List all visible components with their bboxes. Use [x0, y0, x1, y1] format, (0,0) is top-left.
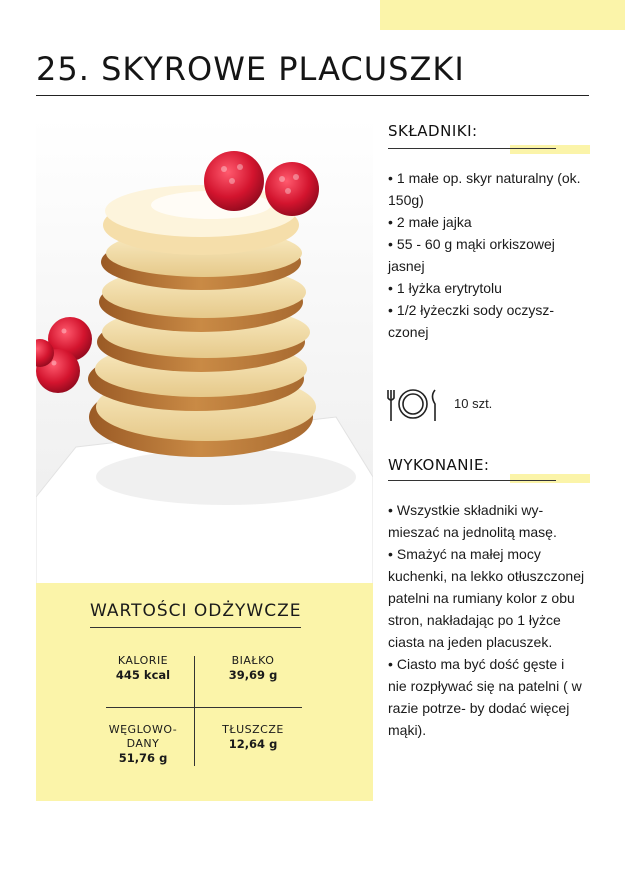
method-step-text: Wszystkie składniki wy- mieszać na jednolitą masę. [388, 502, 557, 540]
plate-cutlery-icon [387, 381, 439, 427]
servings-row [387, 381, 517, 427]
nutrition-heading: WARTOŚCI ODŻYWCZE [90, 601, 302, 621]
protein-label: BIAŁKO [231, 654, 275, 667]
method-step: • Wszystkie składniki wy- mieszać na jednolitą masę. [388, 502, 557, 540]
ingredient-item: • 1/2 łyżeczki sody oczysz- czonej [388, 302, 555, 340]
method-step-text: Smażyć na małej mocy kuchenki, na lekko otłuszczonej patelni na rumiany kolor z obu stron, nakładając po 1 łyżce ciasta na jeden placuszek. [388, 546, 585, 650]
carbs-label-line1: WĘGLOWO- [108, 723, 178, 736]
nutrition-carbs [88, 723, 198, 765]
pancakes-photo [36, 117, 373, 585]
title-divider [36, 95, 589, 96]
carbs-label-line2: DANY [126, 737, 160, 750]
nutrition-fat [198, 723, 308, 751]
corner-accent-band [380, 0, 625, 30]
recipe-title: 25. SKYROWE PLACUSZKI [36, 50, 465, 88]
nutrition-panel [36, 583, 373, 801]
servings-count: 10 szt. [454, 396, 493, 411]
ingredient-text: 2 małe jajka [396, 214, 472, 230]
method-accent-bar [510, 474, 590, 483]
nutrition-grid-horizontal-line [106, 707, 302, 708]
ingredient-text: 1/2 łyżeczki sody oczysz- czonej [388, 302, 555, 340]
nutrition-calories [88, 654, 198, 682]
fat-value: 12,64 g [228, 737, 278, 751]
ingredient-item: • 1 łyżka erytrytolu [388, 280, 502, 296]
nutrition-protein [198, 654, 308, 682]
fat-label: TŁUSZCZE [222, 723, 284, 736]
ingredient-text: 1 łyżka erytrytolu [396, 280, 502, 296]
ingredient-text: 1 małe op. skyr naturalny (ok. 150g) [388, 170, 581, 208]
pancake-stack [88, 185, 316, 457]
ingredient-item: • 2 małe jajka [388, 214, 472, 230]
method-step: • Smażyć na małej mocy kuchenki, na lekko otłuszczonej patelni na rumiany kolor z obu stron, nakładając po 1 łyżce ciasta na jeden placuszek. [388, 546, 585, 650]
method-steps-list [388, 499, 586, 741]
method-step: • Ciasto ma być dość gęste i nie rozpływać się na patelni ( w razie potrze- by dodać więcej mąki). [388, 656, 582, 738]
calories-value: 445 kcal [115, 668, 171, 682]
ingredient-text: 55 - 60 g mąki orkiszowej jasnej [388, 236, 555, 274]
carbs-value: 51,76 g [118, 751, 168, 765]
ingredient-item: • 55 - 60 g mąki orkiszowej jasnej [388, 236, 555, 274]
method-heading: WYKONANIE: [388, 456, 490, 474]
ingredients-heading-divider [388, 148, 556, 149]
calories-label: KALORIE [117, 654, 169, 667]
ingredients-accent-bar [510, 145, 590, 154]
pancakes-illustration [36, 117, 373, 585]
ingredients-heading: SKŁADNIKI: [388, 122, 478, 140]
nutrition-heading-divider [90, 627, 301, 628]
ingredient-item: • 1 małe op. skyr naturalny (ok. 150g) [388, 170, 581, 208]
method-heading-divider [388, 480, 556, 481]
ingredients-list [388, 167, 588, 343]
method-step-text: Ciasto ma być dość gęste i nie rozpływać się na patelni ( w razie potrze- by dodać więcej mąki). [388, 656, 582, 738]
protein-value: 39,69 g [228, 668, 278, 682]
